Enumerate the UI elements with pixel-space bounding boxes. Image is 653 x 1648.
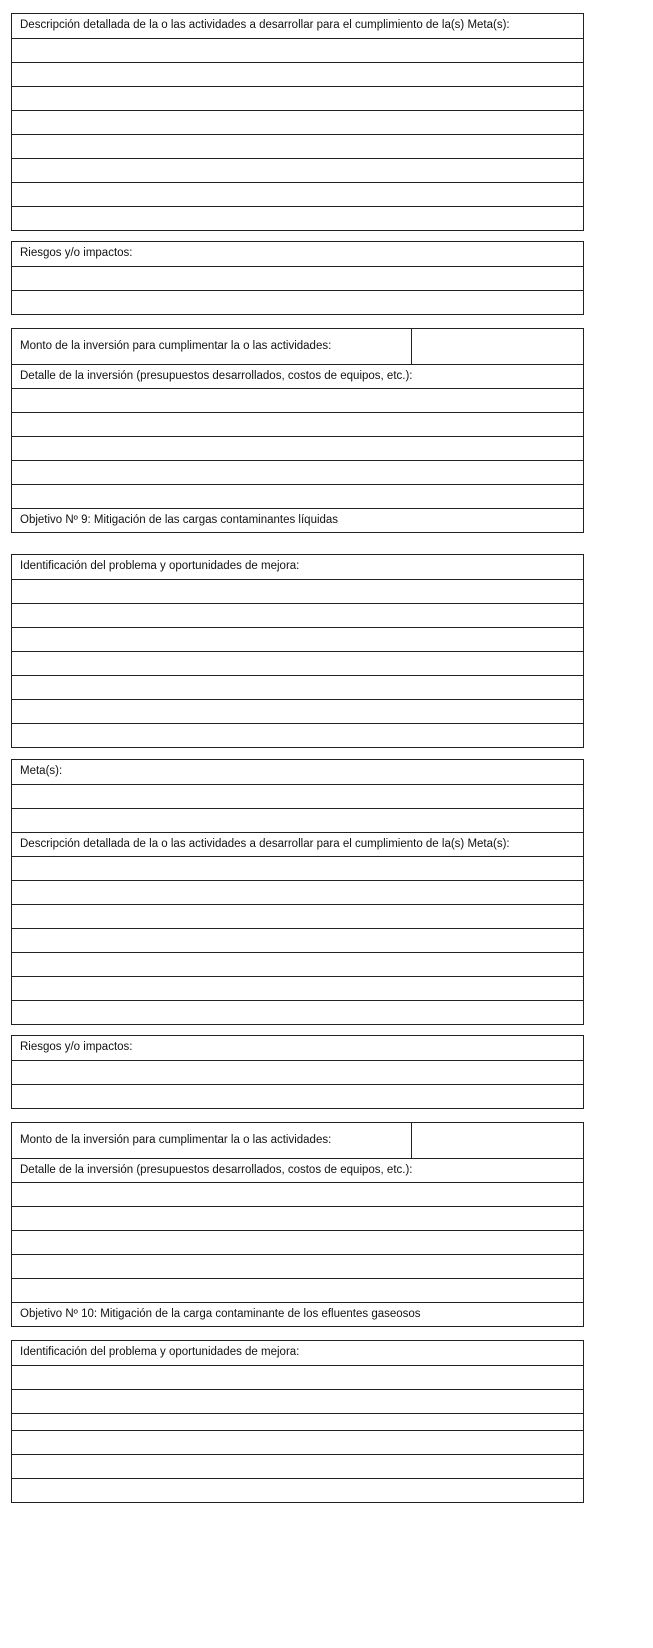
riesgos-section-1 [11, 241, 584, 315]
descripcion-line[interactable] [12, 110, 583, 134]
descripcion-line[interactable] [12, 134, 583, 158]
identificacion-line[interactable] [12, 699, 583, 723]
descripcion-section-1 [11, 13, 584, 231]
descripcion-line[interactable] [12, 856, 583, 880]
descripcion-line[interactable] [12, 952, 583, 976]
detalle-line[interactable] [12, 412, 583, 436]
riesgos-line[interactable] [12, 266, 583, 290]
descripcion-line[interactable] [12, 976, 583, 1000]
identificacion-line[interactable] [12, 723, 583, 747]
monto-value-field[interactable] [412, 329, 583, 364]
identificacion-line[interactable] [12, 651, 583, 675]
riesgos-label: Riesgos y/o impactos: [20, 1041, 133, 1053]
inversion-section-1 [11, 328, 584, 533]
identificacion-section-2 [11, 1340, 584, 1503]
metas-section [11, 759, 584, 1025]
detalle-label: Detalle de la inversión (presupuestos desarrollados, costos de equipos, etc.): [12, 364, 583, 388]
objetivo-9-title: Objetivo Nº 9: Mitigación de las cargas contaminantes líquidas [12, 508, 583, 532]
riesgos-line[interactable] [12, 290, 583, 314]
descripcion-line[interactable] [12, 206, 583, 230]
identificacion-line[interactable] [12, 579, 583, 603]
identificacion-line[interactable] [12, 1365, 583, 1389]
descripcion-line[interactable] [12, 182, 583, 206]
monto-value-field[interactable] [412, 1123, 583, 1158]
objetivo-10-title: Objetivo Nº 10: Mitigación de la carga contaminante de los efluentes gaseosos [12, 1302, 583, 1326]
detalle-line[interactable] [12, 436, 583, 460]
descripcion-label: Descripción detallada de la o las actividades a desarrollar para el cumplimiento de la(s) Meta(s): [20, 19, 510, 31]
descripcion-line[interactable] [12, 158, 583, 182]
identificacion-line[interactable] [12, 1430, 583, 1454]
identificacion-line[interactable] [12, 1389, 583, 1413]
descripcion-line[interactable] [12, 38, 583, 62]
detalle-label: Detalle de la inversión (presupuestos desarrollados, costos de equipos, etc.): [12, 1158, 583, 1182]
identificacion-label: Identificación del problema y oportunidades de mejora: [20, 560, 300, 572]
riesgos-line[interactable] [12, 1084, 583, 1108]
detalle-line[interactable] [12, 484, 583, 508]
detalle-line[interactable] [12, 1230, 583, 1254]
riesgos-section-2 [11, 1035, 584, 1109]
monto-label: Monto de la inversión para cumplimentar la o las actividades: [12, 1123, 412, 1158]
descripcion-line[interactable] [12, 86, 583, 110]
identificacion-line[interactable] [12, 627, 583, 651]
identificacion-label: Identificación del problema y oportunidades de mejora: [20, 1346, 300, 1358]
detalle-line[interactable] [12, 1206, 583, 1230]
riesgos-line[interactable] [12, 1060, 583, 1084]
detalle-line[interactable] [12, 388, 583, 412]
identificacion-line[interactable] [12, 1413, 583, 1430]
monto-row [12, 329, 583, 364]
inversion-section-2 [11, 1122, 584, 1327]
descripcion-line[interactable] [12, 62, 583, 86]
identificacion-line[interactable] [12, 675, 583, 699]
metas-line[interactable] [12, 784, 583, 808]
detalle-line[interactable] [12, 1254, 583, 1278]
detalle-line[interactable] [12, 1278, 583, 1302]
riesgos-label: Riesgos y/o impactos: [20, 247, 133, 259]
metas-line[interactable] [12, 808, 583, 832]
identificacion-section-1 [11, 554, 584, 748]
descripcion-line[interactable] [12, 928, 583, 952]
monto-row [12, 1123, 583, 1158]
identificacion-line[interactable] [12, 603, 583, 627]
descripcion-line[interactable] [12, 1000, 583, 1024]
metas-label: Meta(s): [20, 765, 63, 777]
monto-label: Monto de la inversión para cumplimentar la o las actividades: [12, 329, 412, 364]
identificacion-line[interactable] [12, 1454, 583, 1478]
descripcion-label: Descripción detallada de la o las actividades a desarrollar para el cumplimiento de la(s) Meta(s): [12, 832, 583, 856]
descripcion-line[interactable] [12, 880, 583, 904]
descripcion-line[interactable] [12, 904, 583, 928]
detalle-line[interactable] [12, 1182, 583, 1206]
detalle-line[interactable] [12, 460, 583, 484]
identificacion-line[interactable] [12, 1478, 583, 1502]
